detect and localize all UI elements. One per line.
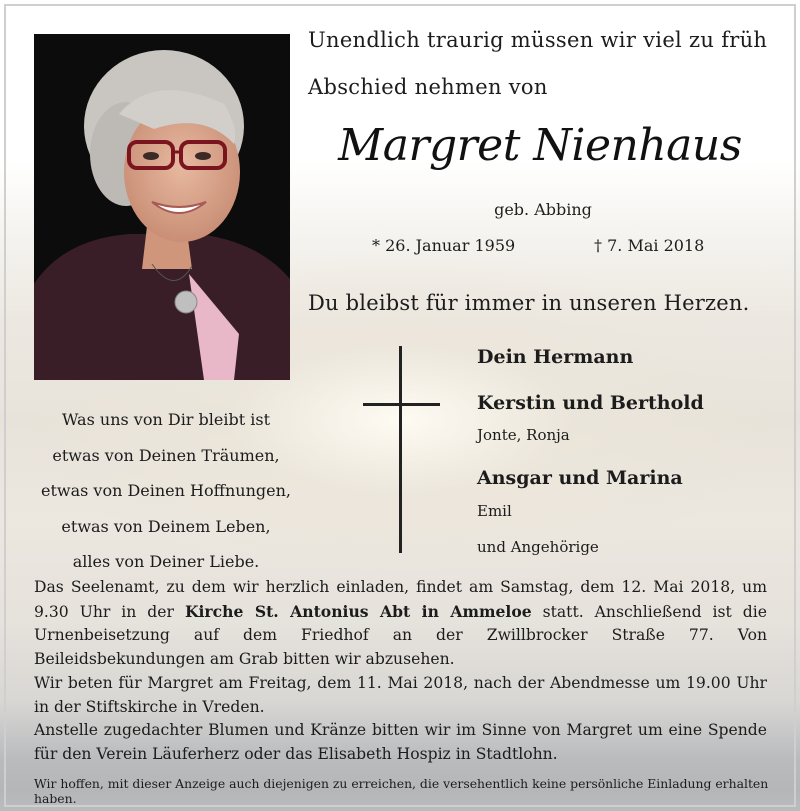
intro-line-1: Unendlich traurig müssen wir viel zu früh	[308, 28, 768, 52]
service-text: statt. Anschließend ist die Urnenbeisetzung auf dem Friedhof an der Zwillbrocker Straße 77. Von Beileidsbekundungen am Grab bitten wir abzusehen.	[34, 602, 767, 669]
cross-icon	[399, 346, 402, 553]
poem	[34, 402, 298, 580]
mourner-relatives: und Angehörige	[477, 538, 599, 556]
church-name: Kirche St. Antonius Abt in Ammeloe	[184, 601, 532, 621]
deceased-name: Margret Nienhaus	[338, 120, 742, 171]
footnote: Wir hoffen, mit dieser Anzeige auch diejenigen zu erreichen, die versehentlich keine persönliche Einladung erhalten haben.	[34, 776, 769, 806]
poem-line: etwas von Deinen Träumen,	[52, 445, 280, 465]
mourner-children-2: Emil	[477, 502, 512, 520]
poem-line: alles von Deiner Liebe.	[72, 552, 260, 571]
donation-paragraph: Anstelle zugedachter Blumen und Kränze bitten wir im Sinne von Margret um eine Spende für den Verein Läuferherz oder das Elisabeth Hospiz in Stadtlohn.	[34, 721, 767, 763]
prayer-paragraph: Wir beten für Margret am Freitag, dem 11. Mai 2018, nach der Abendmesse um 19.00 Uhr in der Stiftskirche in Vreden.	[34, 673, 767, 716]
maiden-name: geb. Abbing	[494, 200, 592, 219]
service-text: Das Seelenamt, zu dem wir herzlich einladen, findet am Samstag, dem 12. Mai 2018, um 9.30 Uhr in der	[34, 578, 767, 621]
portrait-photo	[34, 34, 290, 380]
mourner-hermann: Dein Hermann	[477, 346, 634, 368]
motto: Du bleibst für immer in unseren Herzen.	[308, 291, 750, 315]
poem-line: etwas von Deinen Hoffnungen,	[40, 481, 292, 500]
mourner-kerstin-berthold: Kerstin und Berthold	[477, 392, 704, 414]
mourner-ansgar-marina: Ansgar und Marina	[477, 467, 683, 489]
cross-icon-bar	[363, 403, 440, 406]
birth-date: * 26. Januar 1959	[372, 236, 516, 255]
service-details	[34, 576, 767, 767]
mourner-children-1: Jonte, Ronja	[477, 426, 570, 444]
service-paragraph	[34, 576, 767, 672]
poem-line: Was uns von Dir bleibt ist	[62, 410, 270, 429]
intro-line-2: Abschied nehmen von	[308, 75, 548, 99]
poem-line: etwas von Deinem Leben,	[61, 516, 271, 536]
death-date: † 7. Mai 2018	[594, 236, 705, 255]
